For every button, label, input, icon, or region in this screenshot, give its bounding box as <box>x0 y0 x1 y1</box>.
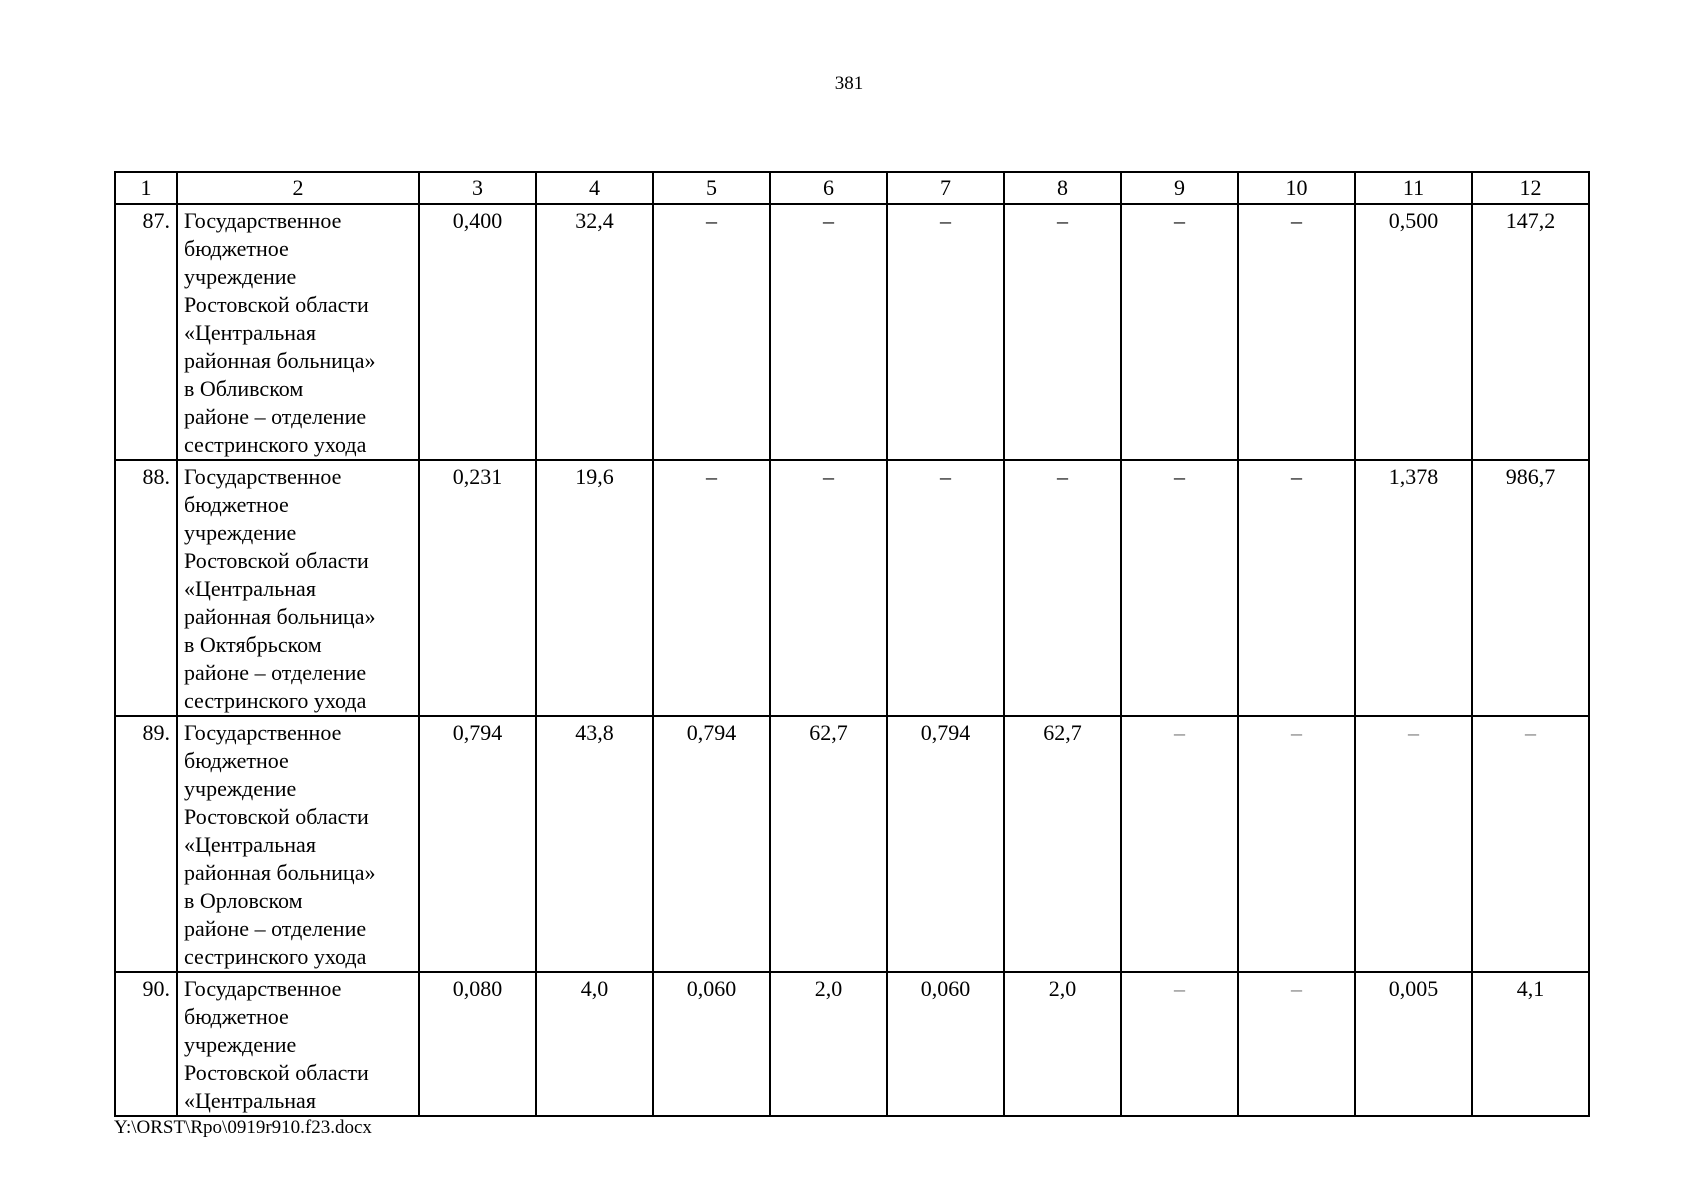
value-cell: – <box>770 460 887 716</box>
value-cell: – <box>1121 716 1238 972</box>
value-cell: – <box>1472 716 1589 972</box>
value-cell: – <box>1121 972 1238 1116</box>
value-cell: 62,7 <box>1004 716 1121 972</box>
value-cell: – <box>1238 204 1355 460</box>
value-cell: – <box>1238 716 1355 972</box>
value-cell: – <box>887 460 1004 716</box>
value-cell: – <box>770 204 887 460</box>
value-cell: 0,500 <box>1355 204 1472 460</box>
institution-name: Государственное бюджетное учреждение Ростовской области «Центральная районная больница» в Обливском районе – отделение сестринского ухода <box>177 204 419 460</box>
table-row <box>115 204 1589 460</box>
value-cell: 2,0 <box>770 972 887 1116</box>
value-cell: 4,0 <box>536 972 653 1116</box>
value-cell: 0,231 <box>419 460 536 716</box>
table-row <box>115 972 1589 1116</box>
row-number: 87. <box>115 204 177 460</box>
value-cell: 0,005 <box>1355 972 1472 1116</box>
value-cell: – <box>1238 460 1355 716</box>
value-cell: – <box>653 460 770 716</box>
value-cell: 32,4 <box>536 204 653 460</box>
column-header: 6 <box>770 172 887 204</box>
value-cell: 0,080 <box>419 972 536 1116</box>
row-number: 90. <box>115 972 177 1116</box>
column-header: 10 <box>1238 172 1355 204</box>
row-number: 89. <box>115 716 177 972</box>
value-cell: 986,7 <box>1472 460 1589 716</box>
value-cell: – <box>653 204 770 460</box>
value-cell: 62,7 <box>770 716 887 972</box>
value-cell: 1,378 <box>1355 460 1472 716</box>
value-cell: – <box>1004 204 1121 460</box>
column-header: 5 <box>653 172 770 204</box>
value-cell: 147,2 <box>1472 204 1589 460</box>
column-header: 8 <box>1004 172 1121 204</box>
institution-name: Государственное бюджетное учреждение Ростовской области «Центральная районная больница» в Орловском районе – отделение сестринского ухода <box>177 716 419 972</box>
value-cell: 0,794 <box>887 716 1004 972</box>
footer-file-path: Y:\ORST\Rpo\0919r910.f23.docx <box>114 1117 372 1138</box>
value-cell: 2,0 <box>1004 972 1121 1116</box>
table-row <box>115 460 1589 716</box>
column-header: 12 <box>1472 172 1589 204</box>
value-cell: 0,400 <box>419 204 536 460</box>
column-header: 3 <box>419 172 536 204</box>
column-header: 2 <box>177 172 419 204</box>
value-cell: – <box>1238 972 1355 1116</box>
column-header: 1 <box>115 172 177 204</box>
value-cell: 43,8 <box>536 716 653 972</box>
value-cell: 0,060 <box>653 972 770 1116</box>
value-cell: 19,6 <box>536 460 653 716</box>
value-cell: – <box>887 204 1004 460</box>
row-number: 88. <box>115 460 177 716</box>
data-table <box>114 171 1590 1117</box>
column-header: 7 <box>887 172 1004 204</box>
value-cell: 0,794 <box>653 716 770 972</box>
institution-name: Государственное бюджетное учреждение Ростовской области «Центральная районная больница» в Октябрьском районе – отделение сестринского ухода <box>177 460 419 716</box>
header-row <box>115 172 1589 204</box>
value-cell: – <box>1121 460 1238 716</box>
value-cell: 4,1 <box>1472 972 1589 1116</box>
value-cell: – <box>1121 204 1238 460</box>
column-header: 4 <box>536 172 653 204</box>
institution-name: Государственное бюджетное учреждение Ростовской области «Центральная <box>177 972 419 1116</box>
value-cell: – <box>1004 460 1121 716</box>
page-number: 381 <box>834 73 864 94</box>
value-cell: – <box>1355 716 1472 972</box>
column-header: 9 <box>1121 172 1238 204</box>
column-header: 11 <box>1355 172 1472 204</box>
value-cell: 0,794 <box>419 716 536 972</box>
value-cell: 0,060 <box>887 972 1004 1116</box>
table-row <box>115 716 1589 972</box>
